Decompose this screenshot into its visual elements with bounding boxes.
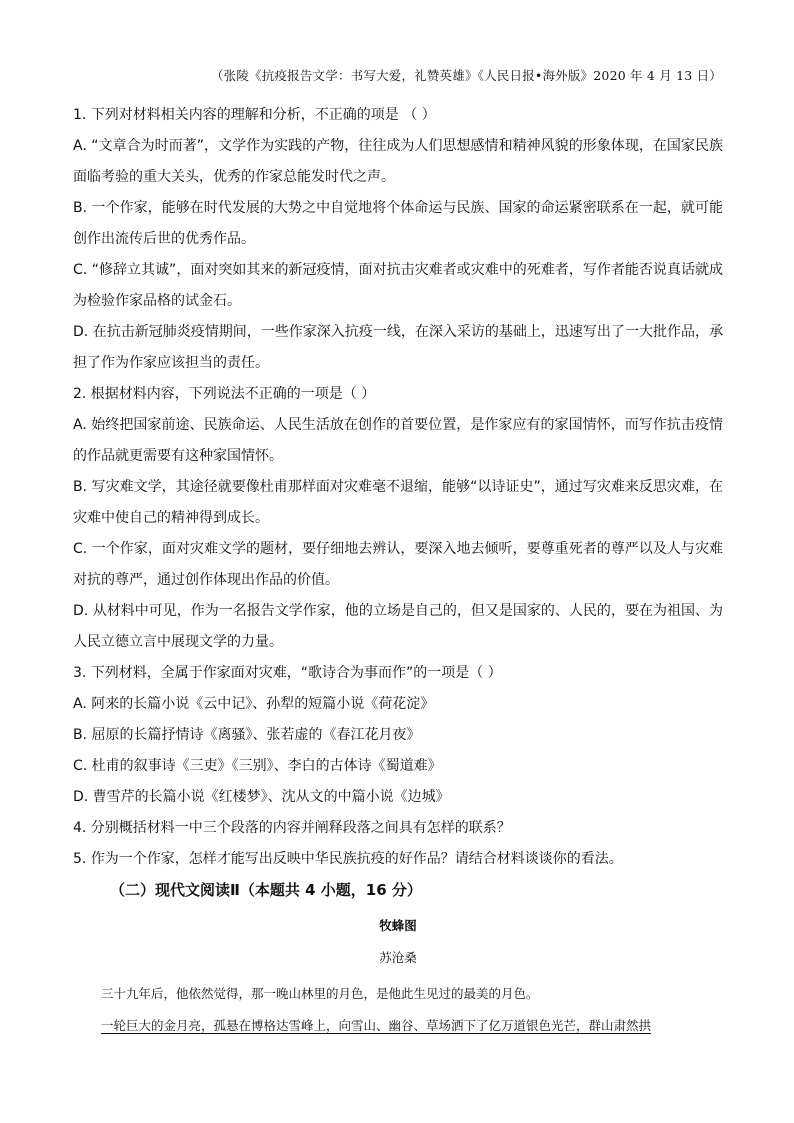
question-1-option-d: D. 在抗击新冠肺炎疫情期间，一些作家深入抗疫一线，在深入采访的基础上，迅速写出了一大批作品，承担了作为作家应该担当的责任。 <box>73 324 723 371</box>
story-title: 牧蜂图 <box>379 918 417 933</box>
question-2-option-b: B. 写灾难文学，其途径就要像杜甫那样面对灾难毫不退缩，能够“以诗证史”，通过写灾难来反思灾难，在灾难中使自己的精神得到成长。 <box>73 479 723 526</box>
story-paragraph-2 <box>73 1010 723 1042</box>
story-paragraph-2-underlined: 一轮巨大的金月亮，孤悬在博格达雪峰上，向雪山、幽谷、草场洒下了亿万道银色光芒，群山肃然拱 <box>101 1018 652 1033</box>
question-3-option-d: D. 曹雪芹的长篇小说《红楼梦》、沈从文的中篇小说《边城》 <box>73 789 450 805</box>
question-3-option-a: A. 阿来的长篇小说《云中记》、孙犁的短篇小说《荷花淀》 <box>73 696 435 712</box>
main-content <box>73 100 723 1042</box>
question-2-option-d: D. 从材料中可见，作为一名报告文学作家，他的立场是自己的，但又是国家的、人民的，要在为祖国、为人民立德立言中展现文学的力量。 <box>73 603 723 650</box>
question-4-stem: 4. 分别概括材料一中三个段落的内容并阐释段落之间具有怎样的联系？ <box>73 820 511 836</box>
question-1-option-a: A. “文章合为时而著”，文学作为实践的产物，往往成为人们思想感情和精神风貌的形象体现，在国家民族面临考验的重大关头，优秀的作家总能发时代之声。 <box>73 138 723 185</box>
section-heading: （二）现代文阅读Ⅱ（本题共 4 小题，16 分） <box>110 881 422 899</box>
source-citation: （张陵《抗疫报告文学：书写大爱，礼赞英雄》《人民日报•海外版》2020 年 4 月 13 日） <box>210 68 722 83</box>
question-5-stem: 5. 作为一个作家，怎样才能写出反映中华民族抗疫的好作品？请结合材料谈谈你的看法。 <box>73 851 623 867</box>
question-2-option-a: A. 始终把国家前途、民族命运、人民生活放在创作的首要位置，是作家应有的家国情怀，而写作抗击疫情的作品就更需要有这种家国情怀。 <box>73 417 723 464</box>
question-3-option-c: C. 杜甫的叙事诗《三吏》《三别》、李白的古体诗《蜀道难》 <box>73 758 442 774</box>
question-2-option-c: C. 一个作家，面对灾难文学的题材，要仔细地去辨认，要深入地去倾听，要尊重死者的尊严以及人与灾难对抗的尊严，通过创作体现出作品的价值。 <box>73 541 723 588</box>
story-paragraph-1: 三十九年后，他依然觉得，那一晚山林里的月色，是他此生见过的最美的月色。 <box>101 986 539 1001</box>
question-1-stem: 1. 下列对材料相关内容的理解和分析，不正确的项是 （ ） <box>73 107 436 123</box>
question-2-stem: 2. 根据材料内容，下列说法不正确的一项是（ ） <box>73 386 376 402</box>
story-author: 苏沧桑 <box>379 950 417 965</box>
question-1-option-c: C. “修辞立其诚”，面对突如其来的新冠疫情，面对抗击灾难者或灾难中的死难者，写作者能否说真话就成为检验作家品格的试金石。 <box>73 262 723 309</box>
question-1-option-b: B. 一个作家，能够在时代发展的大势之中自觉地将个体命运与民族、国家的命运紧密联系在一起，就可能创作出流传后世的优秀作品。 <box>73 200 723 247</box>
question-3-stem: 3. 下列材料，全属于作家面对灾难，“歌诗合为事而作”的一项是（ ） <box>73 665 502 681</box>
question-3-option-b: B. 屈原的长篇抒情诗《离骚》、张若虚的《春江花月夜》 <box>73 727 421 743</box>
